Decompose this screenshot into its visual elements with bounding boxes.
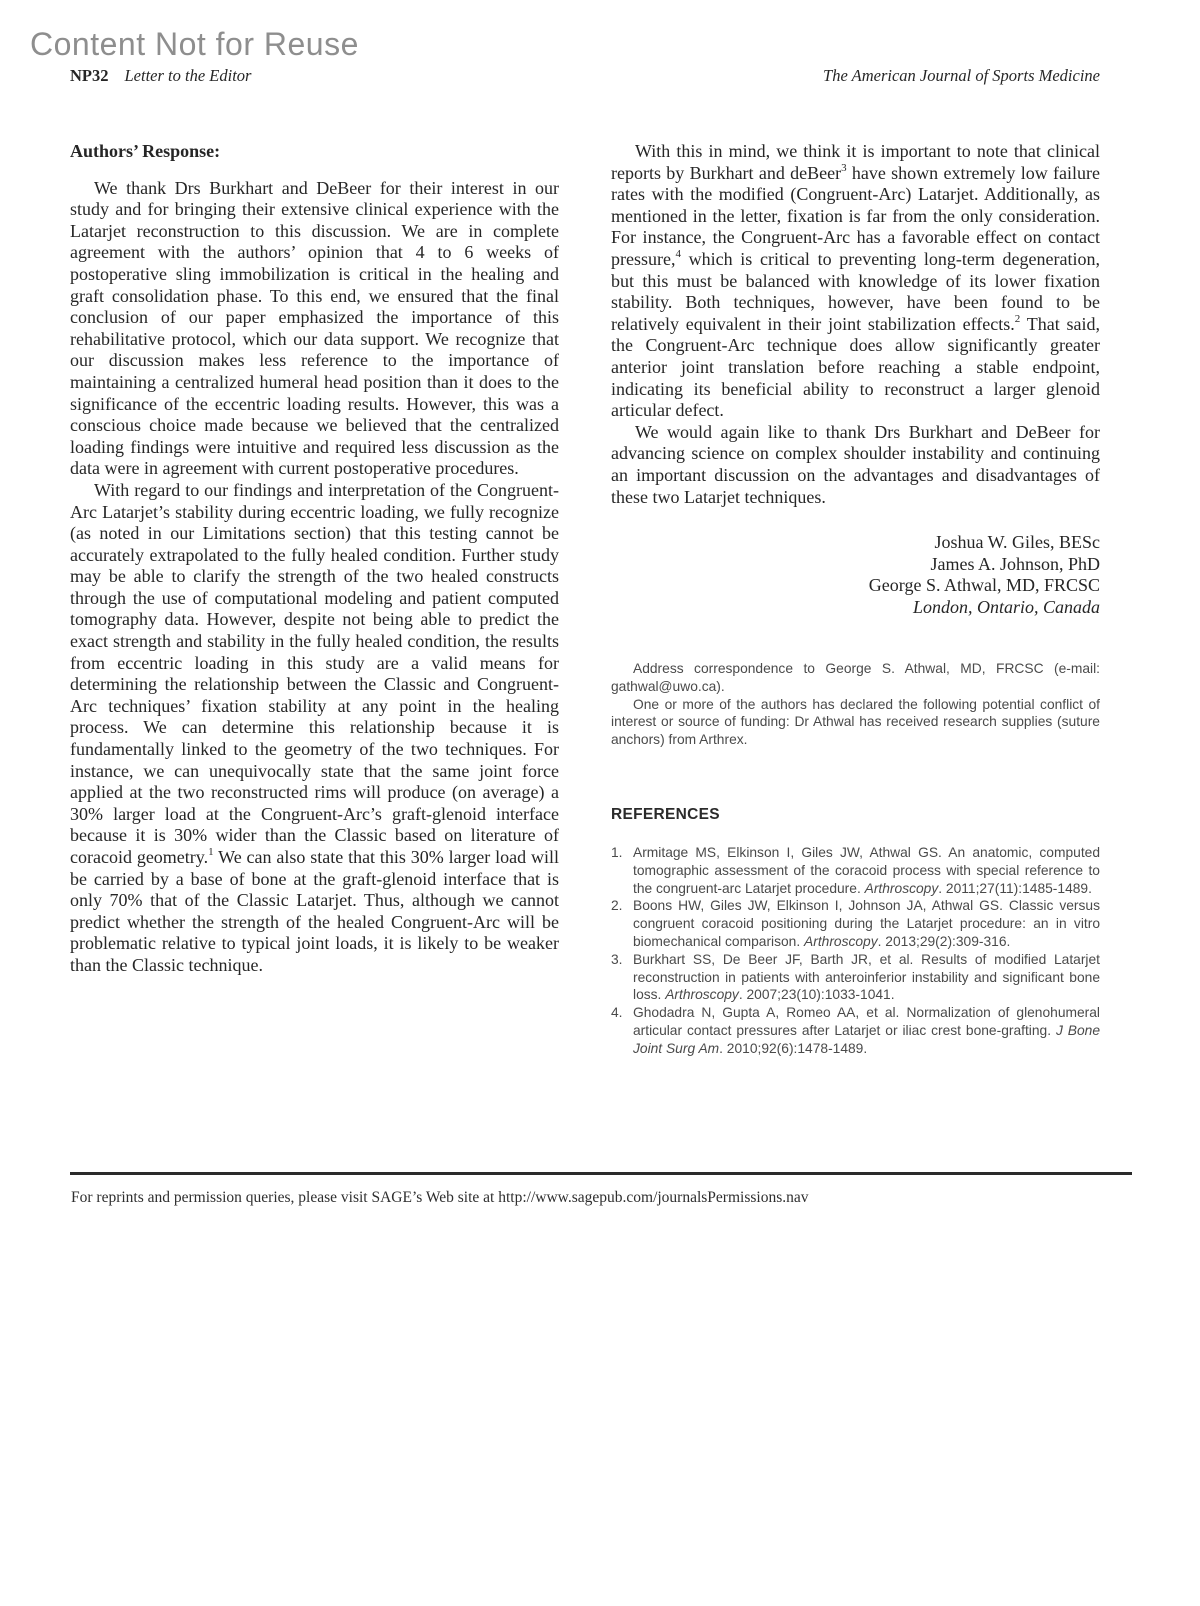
- page-number: NP32: [70, 66, 109, 85]
- header-left: [70, 66, 251, 86]
- author-signature: George S. Athwal, MD, FRCSC: [868, 575, 1100, 596]
- author-signature: Joshua W. Giles, BESc: [934, 532, 1100, 553]
- correspondence-note: Address correspondence to George S. Athwal, MD, FRCSC (e-mail: gathwal@uwo.ca).: [611, 661, 1100, 695]
- author-signature: James A. Johnson, PhD: [930, 553, 1100, 574]
- reference-item: [611, 844, 1100, 897]
- page-header: [70, 66, 1100, 86]
- reference-text: Ghodadra N, Gupta A, Romeo AA, et al. Normalization of glenohumeral articular contact pressures after Latarjet or iliac crest bone-grafting. J Bone Joint Surg Am. 2010;92(6):1478-1489.: [633, 1005, 1100, 1056]
- paragraph: With regard to our findings and interpretation of the Congruent-Arc Latarjet’s stability during eccentric loading, we fully recognize (as noted in our Limitations section) that this testing cannot be accurately extrapolated to the fully healed condition. Further study may be able to clarify the strength of the two healed constructs through the use of computational modeling and patient computed tomography data. However, despite not being able to predict the exact strength and stability in the fully healed condition, the results from eccentric loading in this study are a valid means for determining the relationship between the Classic and Congruent-Arc techniques’ fixation stability at any point in the healing process. We can determine this relationship because it is fundamentally linked to the geometry of the two techniques. For instance, we can unequivocally state that the same joint force applied at the two reconstructed rims will produce (on average) a 30% larger load at the Congruent-Arc’s graft-glenoid interface because it is 30% wider than the Classic based on literature of coracoid geometry.$^1$ We can also state that this 30% larger load will be carried by a base of bone at the graft-glenoid interface that is only 70% that of the Classic Latarjet. Thus, although we cannot predict whether the strength of the healed Congruent-Arc will be problematic relative to typical joint loads, it is likely to be weaker than the Classic technique.: [70, 479, 559, 975]
- signature-block: [611, 532, 1100, 618]
- reference-text: Armitage MS, Elkinson I, Giles JW, Athwal GS. An anatomic, computed tomographic assessment of the coracoid process with special reference to the congruent-arc Latarjet procedure. Arthroscopy. 2011;27(11):1485-1489.: [633, 845, 1100, 896]
- author-location: London, Ontario, Canada: [912, 596, 1100, 617]
- reference-number: 3.: [611, 951, 623, 967]
- watermark-text: Content Not for Reuse: [30, 26, 359, 62]
- reference-item: [611, 1004, 1100, 1057]
- reference-number: 4.: [611, 1005, 623, 1021]
- right-column: [611, 141, 1100, 1058]
- left-column: [70, 141, 559, 1058]
- references-section: [611, 804, 1100, 1057]
- reference-text: Burkhart SS, De Beer JF, Barth JR, et al. Results of modified Latarjet reconstruction in patients with anteroinferior instability and significant bone loss. Arthroscopy. 2007;23(10):1033-1041.: [633, 951, 1100, 1003]
- two-column-body: [70, 141, 1100, 1058]
- paragraph: We would again like to thank Drs Burkhart and DeBeer for advancing science on complex shoulder instability and continuing an important discussion on the advantages and disadvantages of these two Latarjet techniques.: [611, 421, 1100, 507]
- paragraph: With this in mind, we think it is important to note that clinical reports by Burkhart and deBeer$^3$ have shown extremely low failure rates with the modified (Congruent-Arc) Latarjet. Additionally, as mentioned in the letter, fixation is far from the only consideration. For instance, the Congruent-Arc has a favorable effect on contact pressure,$^4$ which is critical to preventing long-term degeneration, but this must be balanced with knowledge of its lower fixation stability. Both techniques, however, have been found to be relatively equivalent in their joint stabilization effects.$^2$ That said, the Congruent-Arc technique does allow significantly greater anterior joint translation before reaching a stable endpoint, indicating its beneficial ability to reconstruct a larger glenoid articular defect.: [611, 141, 1100, 421]
- footer-divider: [70, 1172, 1132, 1175]
- authors-response-heading: Authors’ Response:: [70, 141, 221, 161]
- paragraph: We thank Drs Burkhart and DeBeer for their interest in our study and for bringing their extensive clinical experience with the Latarjet reconstruction to this discussion. We are in complete agreement with the authors’ opinion that 4 to 6 weeks of postoperative sling immobilization is critical in the healing and graft consolidation phase. To this end, we ensured that the final conclusion of our paper emphasized the importance of this rehabilitative protocol, which our data support. We recognize that our discussion makes less reference to the importance of maintaining a centralized humeral head position than it does to the significance of the eccentric loading results. However, this was a conscious choice made because we believed that the centralized loading findings were intuitive and required less discussion as the data were in agreement with current postoperative procedures.: [70, 177, 559, 479]
- reprints-notice: For reprints and permission queries, please visit SAGE’s Web site at http://www.sagepub.com/journalsPermissions.nav: [71, 1189, 809, 1206]
- reference-number: 2.: [611, 898, 623, 914]
- reference-number: 1.: [611, 845, 623, 861]
- reference-item: [611, 897, 1100, 950]
- references-heading: REFERENCES: [611, 806, 720, 824]
- conflict-of-interest-note: One or more of the authors has declared the following potential conflict of interest or source of funding: Dr Athwal has received research supplies (suture anchors) from Arthrex.: [611, 696, 1100, 747]
- article-type-label: Letter to the Editor: [124, 66, 252, 85]
- journal-title: The American Journal of Sports Medicine: [823, 66, 1100, 85]
- reference-item: [611, 951, 1100, 1004]
- reference-text: Boons HW, Giles JW, Elkinson I, Johnson JA, Athwal GS. Classic versus congruent coracoid positioning during the Latarjet procedure: an in vitro biomechanical comparison. Arthroscopy. 2013;29(2):309-316.: [633, 898, 1100, 950]
- correspondence-block: [611, 660, 1100, 748]
